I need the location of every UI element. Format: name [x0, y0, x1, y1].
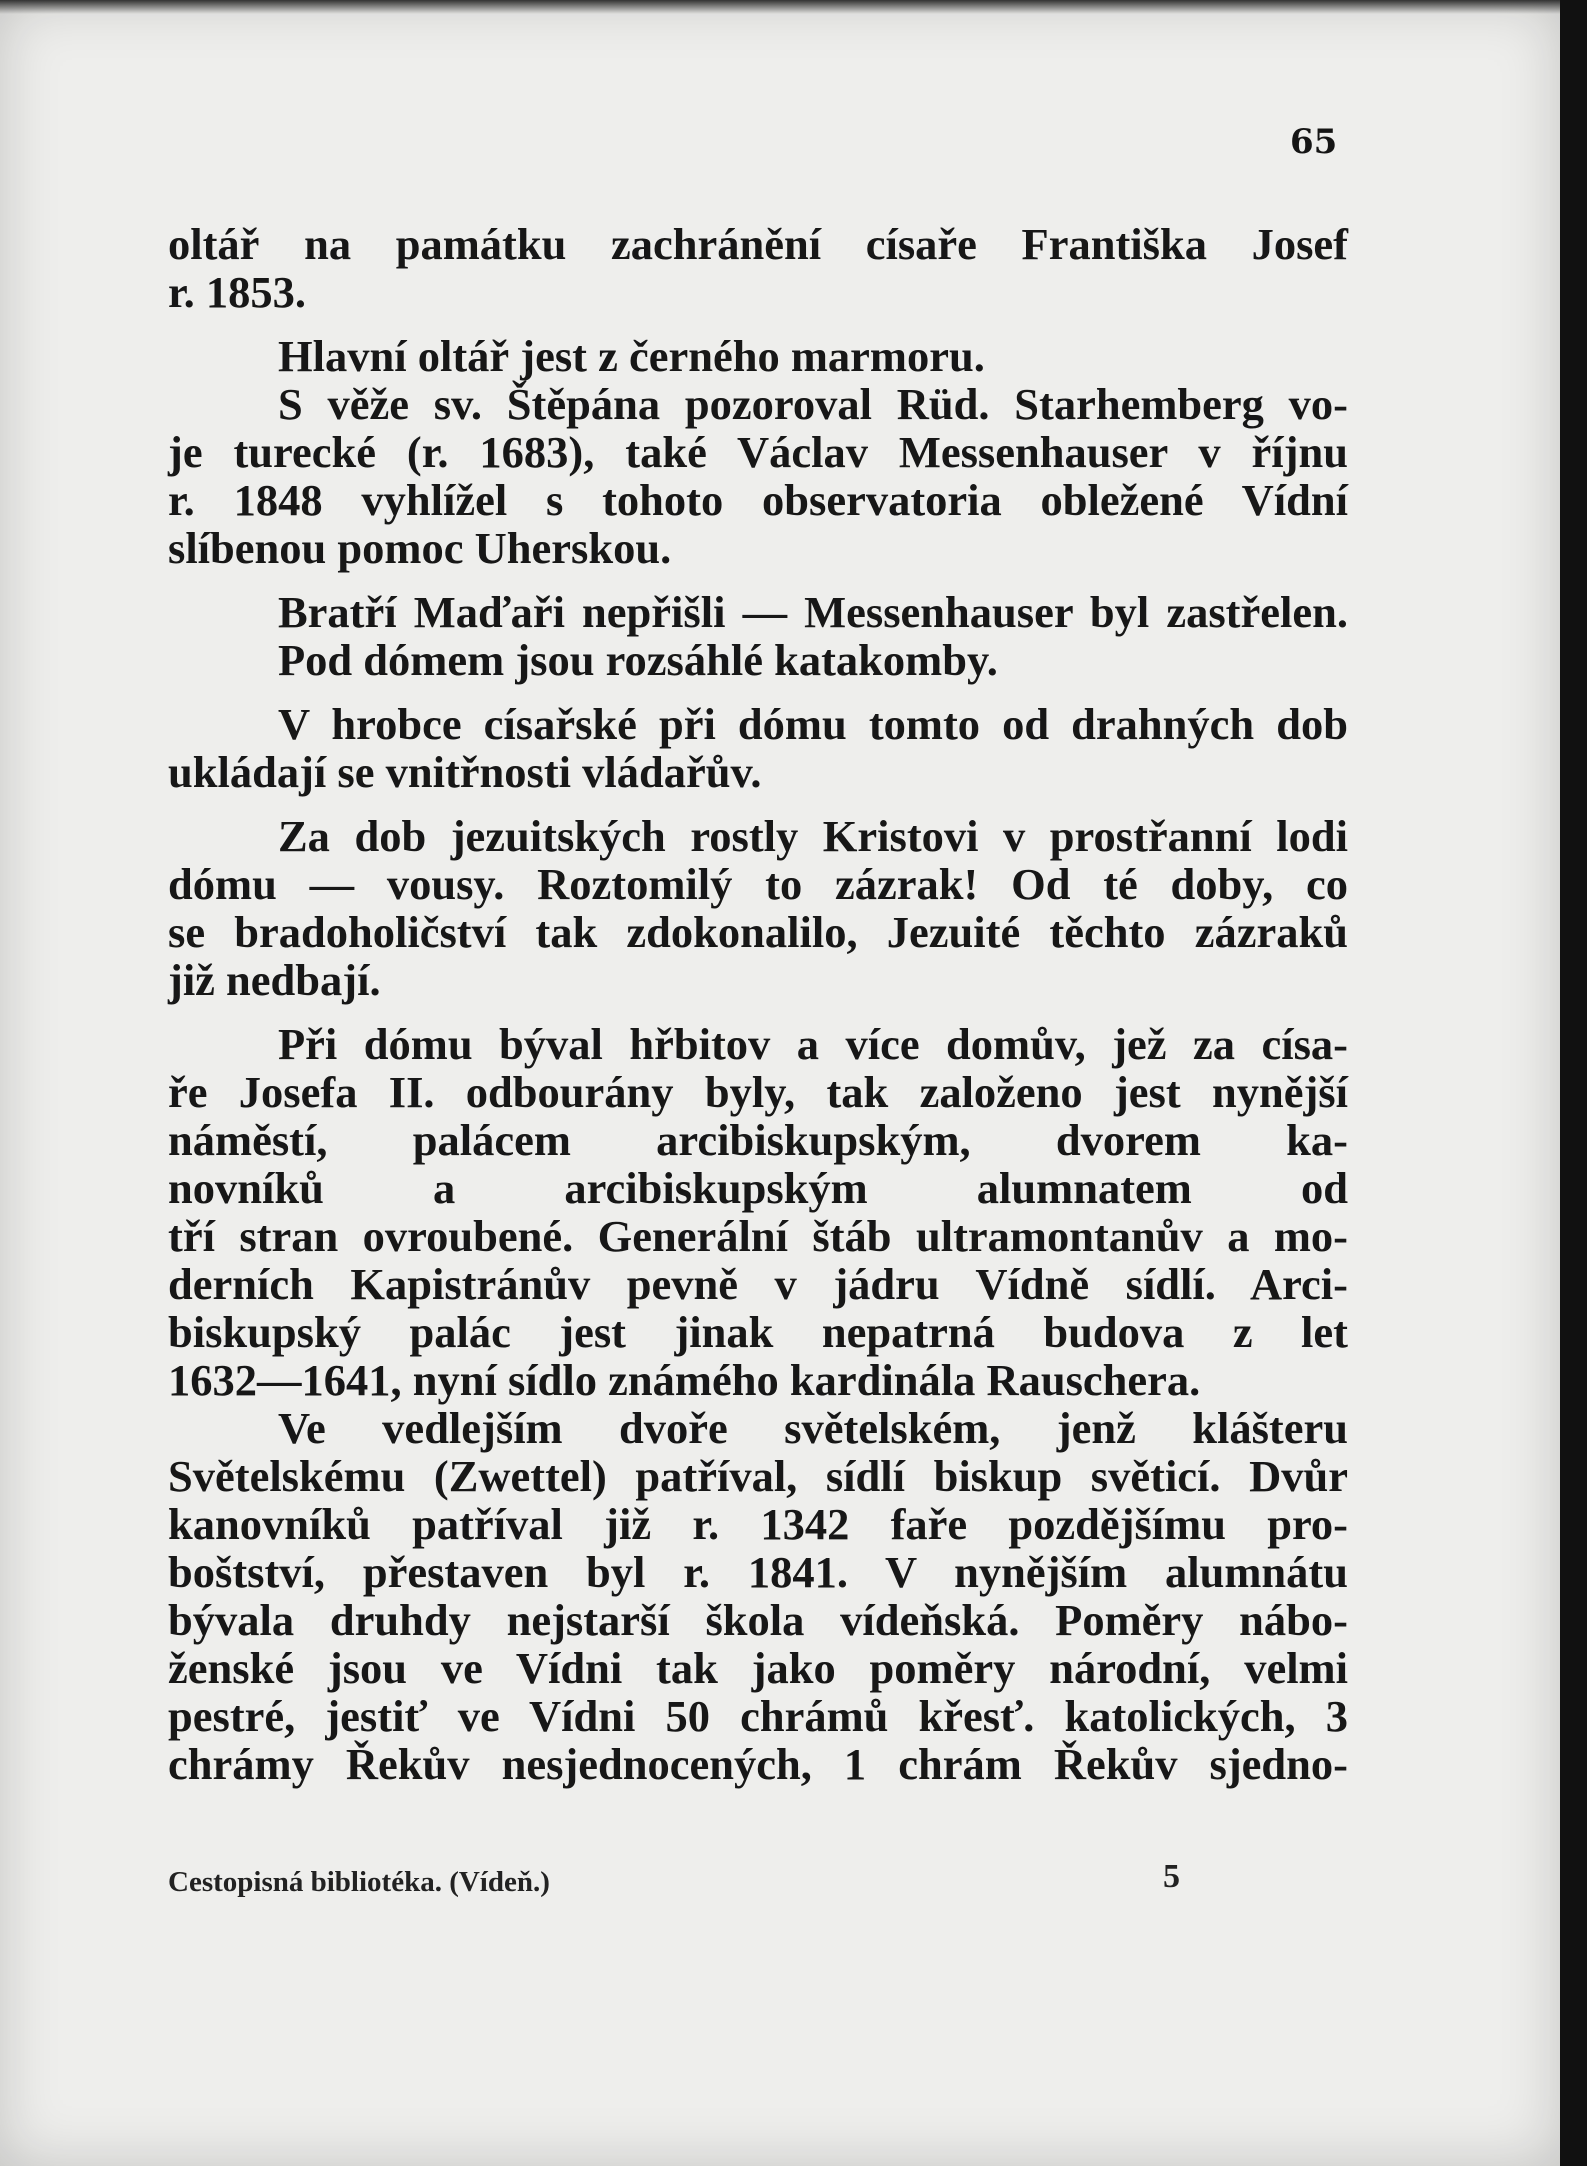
text-line: pestré, jestiť ve Vídni 50 chrámů křesť. katolických, 3	[168, 1691, 1348, 1741]
text-line: 1632—1641, nyní sídlo známého kardinála Rauschera.	[168, 1355, 1201, 1405]
text-line: kanovníků patříval již r. 1342 faře pozdějšímu pro-	[168, 1499, 1348, 1549]
text-line: biskupský palác jest jinak nepatrná budova z let	[168, 1307, 1348, 1357]
text-line: již nedbají.	[168, 955, 381, 1005]
text-line: V hrobce císařské při dómu tomto od drahných dob	[278, 699, 1348, 749]
page-number: 65	[1290, 122, 1338, 162]
text-line: chrámy Řekův nesjednocených, 1 chrám Řekův sjedno-	[168, 1739, 1348, 1789]
text-line: tří stran ovroubené. Generální štáb ultramontanův a mo-	[168, 1211, 1348, 1261]
text-line: S věže sv. Štěpána pozoroval Rüd. Starhemberg vo-	[278, 379, 1348, 429]
text-line: boštství, přestaven byl r. 1841. V nynějším alumnátu	[168, 1547, 1348, 1597]
text-line: bývala druhdy nejstarší škola vídeňská. Poměry nábo-	[168, 1595, 1348, 1645]
text-line: se bradoholičství tak zdokonalilo, Jezuité těchto zázraků	[168, 907, 1348, 957]
footer-signature: 5	[1163, 1858, 1180, 1895]
text-line: r. 1848 vyhlížel s tohoto observatoria obležené Vídní	[168, 475, 1348, 525]
text-line: dómu — vousy. Roztomilý to zázrak! Od té doby, co	[168, 859, 1348, 909]
text-line: oltář na památku zachránění císaře Františka Josef	[168, 219, 1348, 269]
text-line: Bratří Maďaři nepřišli — Messenhauser byl zastřelen.	[278, 587, 1348, 637]
footer-book-title: Cestopisná bibliotéka. (Vídeň.)	[168, 1866, 550, 1898]
text-line: náměstí, palácem arcibiskupským, dvorem ka-	[168, 1115, 1348, 1165]
text-line: r. 1853.	[168, 267, 307, 317]
text-line: slíbenou pomoc Uherskou.	[168, 523, 672, 573]
text-line: ženské jsou ve Vídni tak jako poměry národní, velmi	[168, 1643, 1348, 1693]
text-line: Za dob jezuitských rostly Kristovi v prostřanní lodi	[278, 811, 1348, 861]
text-line: ukládají se vnitřnosti vládařův.	[168, 747, 762, 797]
text-line: je turecké (r. 1683), také Václav Messenhauser v říjnu	[168, 427, 1348, 477]
text-line: ře Josefa II. odbourány byly, tak založeno jest nynější	[168, 1067, 1348, 1117]
text-line: derních Kapistránův pevně v jádru Vídně sídlí. Arci-	[168, 1259, 1348, 1309]
text-line: Ve vedlejším dvoře světelském, jenž klášteru	[278, 1403, 1348, 1453]
text-line: Pod dómem jsou rozsáhlé katakomby.	[278, 635, 998, 685]
text-line: Světelskému (Zwettel) patříval, sídlí biskup světicí. Dvůr	[168, 1451, 1348, 1501]
text-line: novníků a arcibiskupským alumnatem od	[168, 1163, 1348, 1213]
text-line: Při dómu býval hřbitov a více domův, jež za císa-	[278, 1019, 1348, 1069]
page-top-shadow	[0, 0, 1560, 14]
body-text	[168, 220, 1348, 1788]
text-line: Hlavní oltář jest z černého marmoru.	[278, 331, 985, 381]
scan-border	[1560, 0, 1587, 2166]
